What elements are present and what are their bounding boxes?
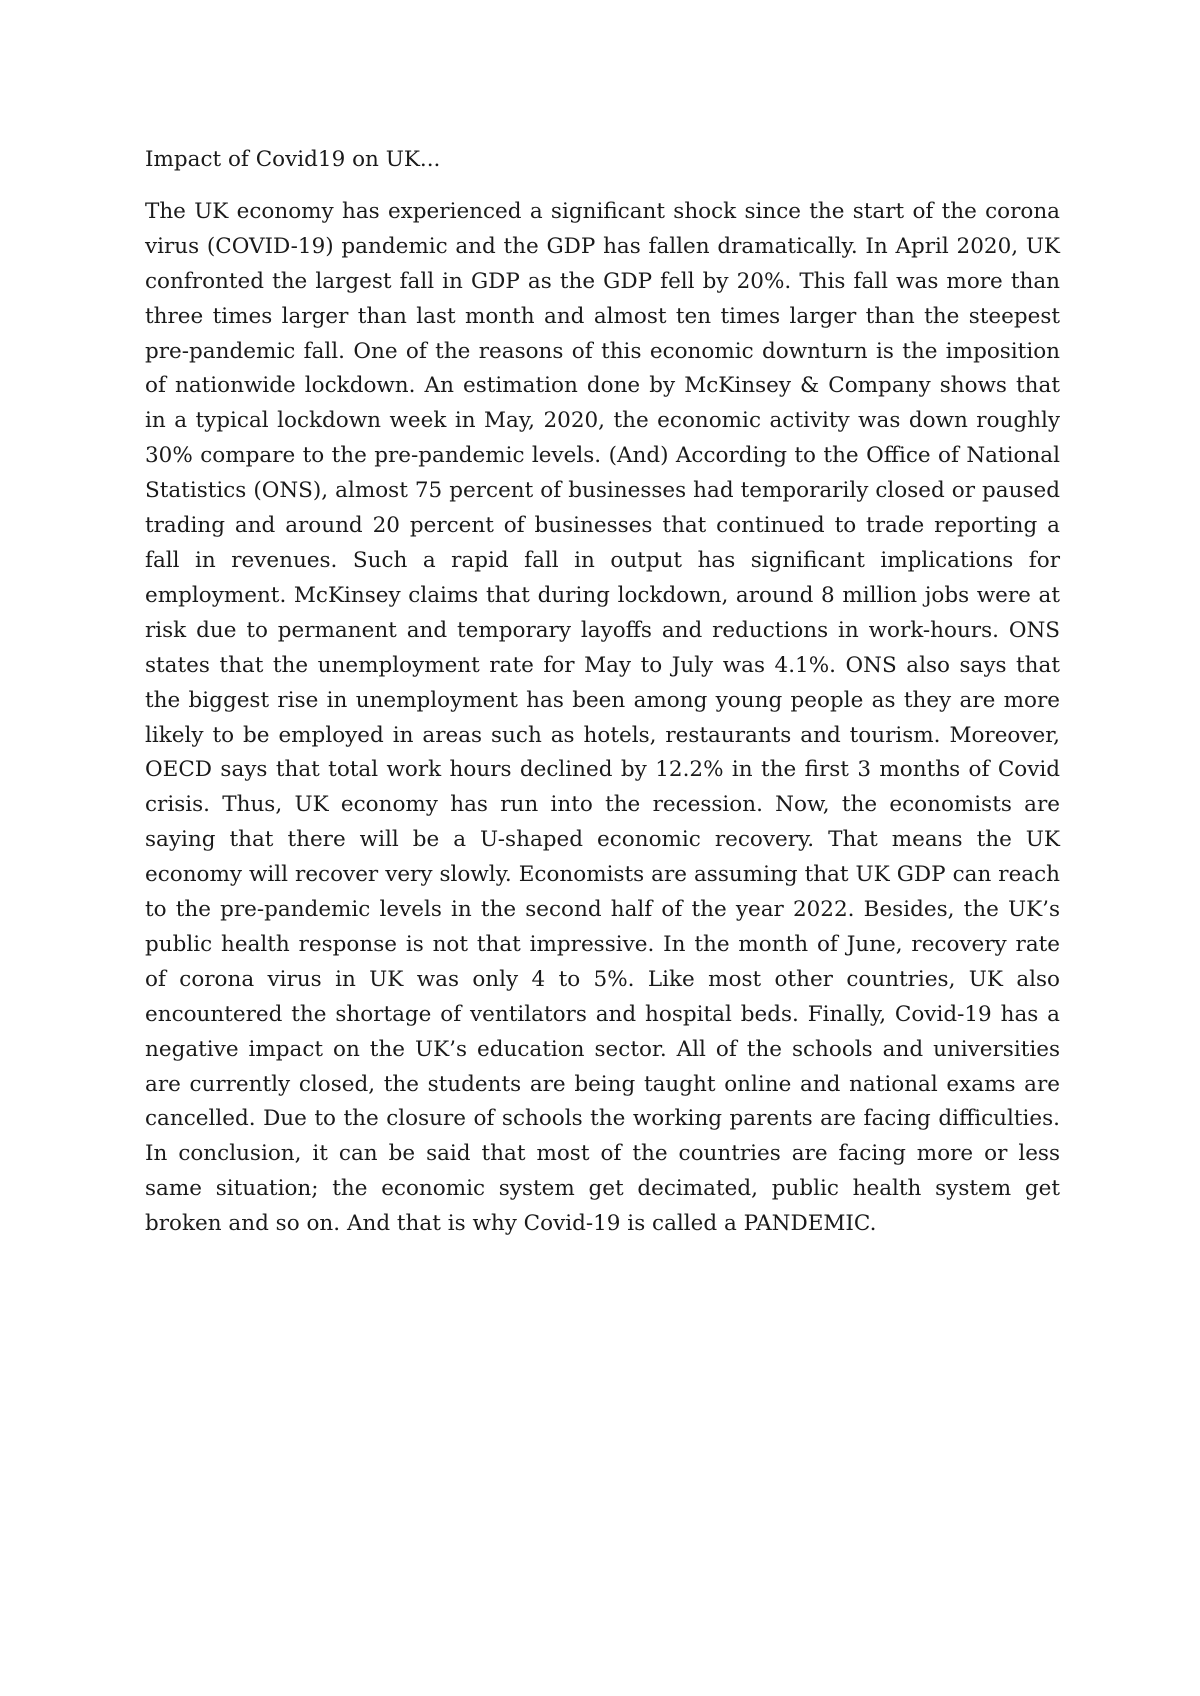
body-paragraph: The UK economy has experienced a significant shock since the start of the corona virus (COVID-19) pandemic and the GDP has fallen dramatically. In April 2020, UK confronted the largest fall in GDP as the GDP fell by 20%. This fall was more than three times larger than last month and almost ten times larger than the steepest pre-pandemic fall. One of the reasons of this economic downturn is the imposition of nationwide lockdown. An estimation done by McKinsey & Company shows that in a typical lockdown week in May, 2020, the economic activity was down roughly 30% compare to the pre-pandemic levels. (And) According to the Office of National Statistics (ONS), almost 75 percent of businesses had temporarily closed or paused trading and around 20 percent of businesses that continued to trade reporting a fall in revenues. Such a rapid fall in output has significant implications for employment. McKinsey claims that during lockdown, around 8 million jobs were at risk due to permanent and temporary layoffs and reductions in work-hours. ONS states that the unemployment rate for May to July was 4.1%. ONS also says that the biggest rise in unemployment has been among young people as they are more likely to be employed in areas such as hotels, restaurants and tourism. Moreover, OECD says that total work hours declined by 12.2% in the first 3 months of Covid crisis. Thus, UK economy has run into the recession. Now, the economists are saying that there will be a U-shaped economic recovery. That means the UK economy will recover very slowly. Economists are assuming that UK GDP can reach to the pre-pandemic levels in the second half of the year 2022. Besides, the UK’s public health response is not that impressive. In the month of June, recovery rate of corona virus in UK was only 4 to 5%. Like most other countries, UK also encountered the shortage of ventilators and hospital beds. Finally, Covid-19 has a negative impact on the UK’s education sector. All of the schools and universities are currently closed, the students are being taught online and national exams are cancelled. Due to the closure of schools the working parents are facing difficulties. In conclusion, it can be said that most of the countries are facing more or less same situation; the economic system get decimated, public health system get broken and so on. And that is why Covid-19 is called a PANDEMIC. xyxy=(145,198,1060,1237)
document-title: Impact of Covid19 on UK... xyxy=(145,147,441,172)
document-content xyxy=(145,143,1060,1242)
